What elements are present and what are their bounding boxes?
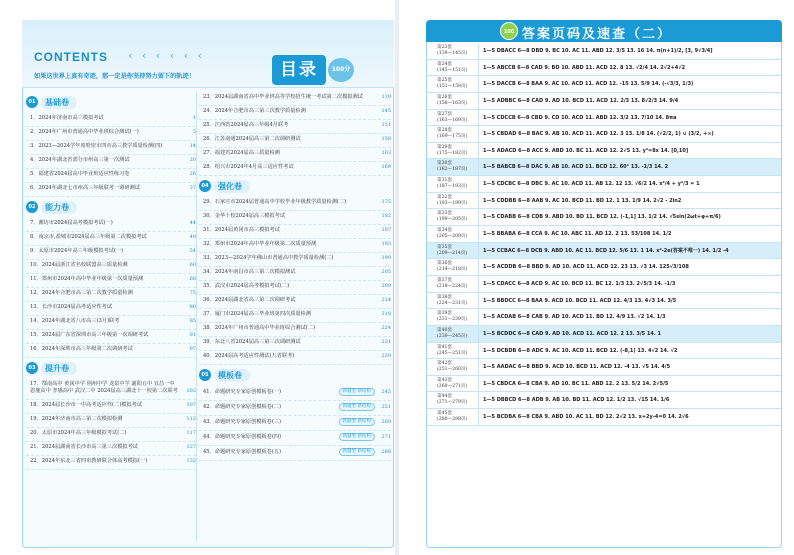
test-page-range: (139—145页)	[437, 51, 468, 56]
toc-entry[interactable]	[199, 239, 391, 253]
toc-entry[interactable]	[26, 218, 196, 232]
test-page-range: (151—158页)	[437, 84, 468, 90]
answer-key: 1—5 CCBAC 6—8 DCB 9. ABD 10. AC 11. BCD 12. 5/6 13. 1 14. x²-2e(答案不唯一) 14. 1/2 -4	[483, 247, 729, 254]
toc-entry-title: 16．2024年深圳市高三年级第二次调研考试	[30, 346, 133, 352]
toc-entry[interactable]	[199, 197, 391, 211]
answer-key: 1—5 CDCCB 6—8 CBD 9. CD 10. ACD 11. ABD 12. 3/2 13. 7/10 14. 8πa	[483, 114, 677, 121]
answer-key: 1—5 DBBCD 6—8 ADB 9. AB 10. BD 11. ACD 12. 1/2 13. √15 14. 1/6	[483, 397, 670, 404]
answer-row-label	[427, 226, 479, 242]
toc-entry[interactable]	[199, 386, 391, 401]
answer-key: 1—5 ABCCB 6—8 CAD 9. BD 10. ABD 11. ACD 12. 8 13. √2/4 14. 2√2+4√2	[483, 64, 686, 71]
toc-entry-title: 35．武汉市2024届高考模拟考试(二)	[203, 283, 290, 289]
toc-entry-page: 5	[192, 129, 196, 135]
contents-slogan: 如果这世界上真有奇迹，那一定是你坚持努力留下的轨迹！	[34, 73, 195, 80]
toc-entry-page: 187	[381, 227, 391, 233]
test-number: 第31套	[437, 178, 453, 184]
test-number: 第40套	[437, 327, 453, 333]
toc-entry-title: 20．太原市2024年高三年级模拟考试(二)	[30, 430, 127, 436]
answer-key: 1—5 CDACC 6—8 ACD 9. AC 10. BCD 11. BC 12. 1/3 13. 2√5/3 14. -1/3	[483, 280, 676, 287]
toc-entry-page: 85	[189, 318, 196, 324]
toc-entry[interactable]	[199, 148, 391, 162]
answer-key: 1—5 CBDAD 6—8 BAC 9. AB 10. ACD 11. ACD 12. 3 13. 1/8 14. (√2/2, 1) ∪ (3/2, +∞)	[483, 131, 714, 138]
toc-entry-page: 37	[189, 185, 196, 191]
toc-entry-page: 107	[186, 402, 196, 408]
toc-entry[interactable]	[26, 260, 196, 274]
test-page-range: (260—271页)	[437, 383, 468, 389]
toc-entry[interactable]	[26, 232, 196, 246]
toc-entry-title: 31．2024届黄冈市高三模拟考试	[203, 227, 280, 233]
toc-entry[interactable]	[26, 442, 196, 456]
toc-entry[interactable]	[199, 337, 391, 351]
answer-row	[427, 126, 781, 143]
toc-entry-title: 33．2023—2024学年佛山市普通高中教学质量检测(二)	[203, 255, 334, 261]
toc-entry[interactable]	[26, 183, 196, 197]
toc-entry[interactable]	[199, 295, 391, 309]
toc-entry-title: 6．2024年湖北七市州高三年级联考一调研测试	[30, 185, 140, 191]
toc-entry[interactable]	[199, 267, 391, 281]
test-number: 第42套	[437, 361, 453, 367]
section-header	[26, 200, 196, 214]
answer-row	[427, 376, 781, 393]
toc-entry-title: 18．2024届长沙市一中高考适应性(二)模拟考试	[30, 402, 143, 408]
toc-entry[interactable]	[26, 330, 196, 344]
section-number-icon: 05	[199, 369, 211, 381]
section-header	[199, 368, 391, 382]
section-header	[26, 95, 196, 109]
toc-entry-page: 112	[186, 416, 196, 422]
answer-row	[427, 60, 781, 77]
toc-entry-title: 21．2024届湖南省长沙市高三第三次模拟考试	[30, 444, 138, 450]
toc-entry-page: 239	[381, 353, 391, 359]
toc-entry-page: 260	[381, 419, 391, 425]
toc-entry-title: 4．2024年湖北省部分市州高三第一次测试	[30, 157, 130, 163]
toc-entry-title: 8．南京市,盐城市2024届高三年级第二次模拟考试	[30, 234, 147, 240]
answer-row-label	[427, 343, 479, 359]
test-number: 第30套	[437, 161, 453, 167]
toc-entry-page: 182	[381, 213, 391, 219]
toc-entry[interactable]	[26, 155, 196, 169]
toc-entry-page: 14	[189, 143, 196, 149]
test-number: 第34套	[437, 228, 453, 234]
toc-entry-page: 231	[381, 339, 391, 345]
answer-key: 1—5 DBACC 6—8 DBD 9. BC 10. AC 11. ABD 12. 3/5 13. 16 14. π(n+1)/2, [3, 9√3/4]	[483, 48, 713, 54]
answer-key: 1—5 CDABB 6—8 CDB 9. ABD 10. BD 11. BCD 12. (-1,1] 13. 1/2 14. √5sin(2ωt+φ+π/6)	[483, 214, 721, 221]
test-page-range: (239—245页)	[437, 333, 468, 339]
test-page-range: (218—224页)	[437, 283, 468, 289]
toc-entry-title: 15．2024届广东省深圳市高三年级第一次调研考试	[30, 332, 149, 338]
test-page-range: (163—169页)	[437, 117, 468, 123]
answer-row-label	[427, 259, 479, 275]
toc-entry[interactable]	[199, 225, 391, 239]
toc-entry-page: 97	[189, 346, 196, 352]
toc-entry-title: 37．厦门市2024届高三毕业班第四次质量检测	[203, 311, 311, 317]
answer-row	[427, 326, 781, 343]
toc-entry[interactable]	[199, 309, 391, 323]
toc-entry-page: 199	[381, 255, 391, 261]
toc-entry-page: 145	[381, 108, 391, 114]
toc-entry-title: 12．2024年合肥市高三第二次教学质量检测	[30, 290, 133, 296]
answer-row-label	[427, 93, 479, 109]
test-page-range: (280—288页)	[437, 417, 468, 423]
toc-entry-title: 13．长沙市2024届高考适应性考试	[30, 304, 113, 310]
toc-entry-title: 34．2024年南昌市高三第二次模拟测试	[203, 269, 296, 275]
toc-entry[interactable]	[199, 323, 391, 337]
toc-entry[interactable]	[199, 120, 391, 134]
test-number: 第32套	[437, 194, 453, 200]
toc-entry-page: 224	[381, 325, 391, 331]
answer-row-label	[427, 376, 479, 392]
answer-row-label	[427, 392, 479, 408]
answer-row	[427, 43, 781, 60]
toc-entry-page: 151	[381, 122, 391, 128]
answer-row-label	[427, 126, 479, 142]
test-page-range: (214—218页)	[437, 267, 468, 273]
section-title: 能力卷	[41, 201, 77, 214]
test-page-range: (205—209页)	[437, 234, 468, 240]
test-number: 第44套	[437, 394, 453, 400]
toc-entry-title: 5．福建省2024届高中毕业班适应性练习卷	[30, 171, 130, 177]
answer-row	[427, 343, 781, 360]
answer-row-label	[427, 409, 479, 425]
toc-entry-page: 214	[381, 297, 391, 303]
toc-entry-page: 102	[186, 388, 196, 394]
answer-row-label	[427, 359, 479, 375]
answer-row-label	[427, 110, 479, 126]
answer-key: 1—5 AADAC 6—8 BBD 9. ACD 10. BCD 11. ACD 12. -4 13. √5 14. 4/5	[483, 364, 671, 371]
section-title: 提升卷	[41, 362, 77, 375]
answer-key: 1—5 BABCB 6—8 DAC 9. AB 10. ACD 11. BCD 12. 60° 13. -1/3 14. 2	[483, 164, 669, 171]
answer-key: 1—5 BBDCC 6—8 BAA 9. ACD 10. BCD 11. ACD 12. 4/3 13. 4√3 14. 3/5	[483, 297, 677, 304]
toc-entry-title: 7．潍坊市2024届高考模拟考试(一)	[30, 220, 113, 226]
test-number: 第25套	[437, 78, 453, 84]
toc-entry-page: 163	[381, 150, 391, 156]
section-number-icon: 03	[26, 362, 38, 374]
toc-column-left	[26, 92, 196, 470]
answer-key: 1—5 BCDDC 6—8 CAD 9. AD 10. ACD 11. ACD 12. 2 13. 3/5 14. 1	[483, 330, 661, 337]
test-page-range: (175—182页)	[437, 150, 468, 156]
answer-key: 1—5 CDCBC 6—8 DBC 9. AC 10. ACD 11. AB 12. 12 13. √6/2 14. x²/4 + y²/3 = 1	[483, 181, 700, 188]
toc-entry-page: 175	[381, 199, 391, 205]
section-number-icon: 02	[26, 201, 38, 213]
test-number: 第23套	[437, 45, 453, 50]
toc-entry-title: 3．2023—2024学年度哈密市四市高三教学质量检测(四)	[30, 143, 163, 149]
toc-entry[interactable]	[26, 414, 196, 428]
test-number: 第41套	[437, 344, 453, 350]
toc-entry[interactable]	[199, 106, 391, 120]
test-page-range: (224—231页)	[437, 300, 468, 306]
toc-entry-title: 2．2024年广州市普通高中毕业班综合测试(一)	[30, 129, 139, 135]
toc-entry[interactable]	[199, 416, 391, 431]
toc-entry[interactable]	[26, 169, 196, 183]
toc-entry-title: 45．命题研究专家原创模板卷(五)	[203, 449, 282, 455]
toc-entry-page: 49	[189, 234, 196, 240]
test-page-range: (182—187页)	[437, 167, 468, 173]
toc-entry[interactable]	[199, 401, 391, 416]
toc-entry-title: 38．2024年广州市普通高中毕业班综合测试(二)	[203, 325, 316, 331]
toc-entry-page: 1	[192, 115, 196, 121]
answer-row	[427, 193, 781, 210]
answer-row-label	[427, 43, 479, 59]
toc-entry-title: 19．2024年济南市高三第二次模拟检测	[30, 416, 123, 422]
toc-entry-title: 41．命题研究专家原创模板卷(一)	[203, 389, 282, 395]
answer-row-label	[427, 309, 479, 325]
toc-entry-page: 60	[189, 262, 196, 268]
test-number: 第24套	[437, 61, 453, 67]
answer-key: 1—5 ACDDB 6—8 BBD 9. AD 10. ACD 11. ACD 12. 23 13. √3 14. 125√3/108	[483, 264, 689, 271]
toc-entry-title: 44．命题研究专家原创模板卷(四)	[203, 434, 282, 440]
toc-entry-title: 14．2024年湖北省八市高三(3月)联考	[30, 318, 120, 324]
answer-key: 1—5 BCDBA 6—8 CBA 9. ABD 10. AC 11. BD 12. 2√2 13. x+2y-4=0 14. 2√6	[483, 414, 689, 421]
toc-entry[interactable]	[26, 316, 196, 330]
toc-entry-page: 209	[381, 283, 391, 289]
toc-entry[interactable]	[199, 281, 391, 295]
toc-entry[interactable]	[26, 456, 196, 470]
toc-entry-title: 10．2024届浙江省名校联盟高三质量检测	[30, 262, 128, 268]
toc-entry[interactable]	[199, 134, 391, 148]
toc-entry[interactable]	[199, 446, 391, 461]
test-page-range: (145—151页)	[437, 67, 468, 73]
answer-row-label	[427, 326, 479, 342]
toc-entry-title: 26．江苏南通2024届高三第二次调研测试	[203, 136, 301, 142]
answer-key: 1—5 ADACD 6—8 ACC 9. ABD 10. BC 11. ACD 12. 2√5 13. y²=8x 14. [0,10]	[483, 147, 689, 154]
section-title: 基础卷	[41, 96, 77, 109]
toc-entry-page: 280	[381, 449, 391, 455]
toc-entry-title: 42．命题研究专家原创模板卷(二)	[203, 404, 282, 410]
answer-row-label	[427, 209, 479, 225]
toc-entry-page: 158	[381, 136, 391, 142]
toc-entry-title: 29．石家庄市2024届普通高中学校毕业年级教学质量检测(二)	[203, 199, 347, 205]
toc-entry-page: 68	[189, 276, 196, 282]
toc-entry[interactable]	[199, 211, 391, 225]
toc-entry[interactable]	[26, 344, 196, 358]
toc-entry-title: 11．郑州市2024年高中毕业年级第一次质量预测	[30, 276, 144, 282]
toc-entry[interactable]	[26, 302, 196, 316]
toc-entry-page: 205	[381, 269, 391, 275]
test-number: 第35套	[437, 244, 453, 250]
new-format-badge: 新题型 新结构	[339, 448, 375, 456]
answer-row-label	[427, 176, 479, 192]
answer-table	[427, 43, 781, 426]
toc-entry[interactable]	[199, 431, 391, 446]
toc-entry[interactable]	[26, 288, 196, 302]
answer-row	[427, 409, 781, 426]
test-number: 第38套	[437, 294, 453, 300]
toc-entry[interactable]	[26, 428, 196, 442]
new-format-badge: 新题型 新结构	[339, 433, 375, 441]
test-number: 第29套	[437, 144, 453, 150]
chevrons-decoration: ‹ ‹ ‹ ‹ ‹ ‹	[128, 49, 205, 62]
toc-entry-page: 127	[186, 444, 196, 450]
answer-row	[427, 176, 781, 193]
toc-entry-page: 193	[381, 241, 391, 247]
answer-row-label	[427, 276, 479, 292]
toc-entry-page: 44	[189, 220, 196, 226]
answer-page-title: 答案页码及速查（二）	[522, 27, 673, 42]
answer-row-label	[427, 293, 479, 309]
toc-entry-title: 24．2024年合肥市高三第三次教学质量检测	[203, 108, 306, 114]
toc-entry[interactable]	[26, 379, 196, 400]
answer-row	[427, 143, 781, 160]
toc-entry[interactable]	[199, 92, 391, 106]
toc-entry-page: 26	[189, 171, 196, 177]
section-header	[199, 179, 391, 193]
toc-entry-page: 251	[381, 404, 391, 410]
answer-row-label	[427, 159, 479, 175]
toc-entry[interactable]	[26, 113, 196, 127]
toc-entry-page: 54	[189, 248, 196, 254]
test-page-range: (193—199页)	[437, 200, 468, 206]
toc-entry[interactable]	[26, 127, 196, 141]
test-page-range: (199—205页)	[437, 217, 468, 223]
toc-entry[interactable]	[26, 246, 196, 260]
answer-row	[427, 359, 781, 376]
section-number-icon: 01	[26, 96, 38, 108]
toc-entry-page: 218	[381, 311, 391, 317]
toc-entry-title: 27．福建省2024届高三质量检测	[203, 150, 280, 156]
toc-entry-title: 1．2024年济南市高三模拟考试	[30, 115, 104, 121]
test-page-range: (209—214页)	[437, 250, 468, 256]
toc-entry-page: 91	[189, 332, 196, 338]
answer-key: 1—5 ADBBC 6—8 CAD 9. AD 10. BCD 11. ACD 12. 2/3 13. 8√2/3 14. 9/4	[483, 97, 679, 104]
answer-key: 1—5 ACDAB 6—8 CAB 9. AD 10. ACD 11. BD 12. 4/9 13. √2 14. 1/3	[483, 314, 666, 321]
toc-entry-page: 117	[186, 430, 196, 436]
toc-entry[interactable]	[199, 351, 391, 365]
toc-entry-page: 132	[186, 458, 196, 464]
answer-key: 1—5 DACCB 6—8 BAA 9. AC 10. ACD 11. ACD 12. -15 13. 5/9 14. (-√3/3, 1/3)	[483, 81, 694, 88]
toc-entry-title: 22．2024年东北三省四市教研联合体高考模拟(一)	[30, 458, 148, 464]
answer-row-label	[427, 143, 479, 159]
toc-entry[interactable]	[26, 141, 196, 155]
contents-heading-en: CONTENTS	[34, 50, 108, 64]
new-format-badge: 新题型 新结构	[339, 388, 375, 396]
answer-row-label	[427, 60, 479, 76]
toc-entry-title: 36．2024届湖北省高三第二次调研考试	[203, 297, 296, 303]
column-divider	[196, 92, 197, 542]
answer-title-icon: 100	[500, 22, 518, 40]
toc-entry-title: 28．绍兴市2024年4月高三适应性考试	[203, 164, 294, 170]
section-title: 模板卷	[214, 369, 250, 382]
answer-row-label	[427, 76, 479, 92]
toc-entry-page: 80	[189, 304, 196, 310]
test-number: 第43套	[437, 377, 453, 383]
toc-entry-title: 30．金华十校2024届高三模拟考试	[203, 213, 286, 219]
section-number-icon: 04	[199, 180, 211, 192]
new-format-badge: 新题型 新结构	[339, 418, 375, 426]
test-page-range: (231—239页)	[437, 317, 468, 323]
toc-entry[interactable]	[26, 400, 196, 414]
answer-row	[427, 76, 781, 93]
toc-entry-page: 139	[381, 94, 391, 100]
answer-row	[427, 209, 781, 226]
answer-row	[427, 159, 781, 176]
answer-row-label	[427, 193, 479, 209]
answer-row-label	[427, 243, 479, 259]
toc-entry[interactable]	[199, 162, 391, 176]
test-number: 第27套	[437, 111, 453, 117]
test-number: 第45套	[437, 411, 453, 417]
test-page-range: (245—251页)	[437, 350, 468, 356]
test-number: 第28套	[437, 128, 453, 134]
toc-entry-page: 169	[381, 164, 391, 170]
toc-entry[interactable]	[26, 274, 196, 288]
test-page-range: (158—163页)	[437, 100, 468, 106]
toc-entry[interactable]	[199, 253, 391, 267]
answer-row	[427, 276, 781, 293]
answer-row	[427, 293, 781, 310]
toc-entry-page: 245	[381, 389, 391, 395]
test-number: 第39套	[437, 311, 453, 317]
answer-row	[427, 110, 781, 127]
answer-key: 1—5 CBDCA 6—8 CBA 9. AD 10. BC 11. ABD 12. 2 13. 5/2 14. 2√5/5	[483, 380, 669, 387]
toc-column-right	[199, 92, 391, 461]
contents-heading-cn: 目录	[272, 55, 326, 85]
toc-entry-title: 23．2024届湖南省高中毕业班高等学校招生统一考试第二次模拟测试	[203, 94, 363, 100]
mascot-badge: 100分	[328, 58, 354, 82]
answer-key: 1—5 BBABA 6—8 CCA 9. AC 10. ABC 11. AD 12. 2 13. 53/108 14. 1/2	[483, 231, 672, 238]
toc-entry-title: 25．江西省2024届高三年级4月联考	[203, 122, 289, 128]
test-number: 第37套	[437, 277, 453, 283]
toc-entry-title: 9．太原市2024年高三年级模拟考试(一)	[30, 248, 124, 254]
answer-key: 1—5 DCBDB 6—8 ADC 9. AC 10. ACD 11. BCD 12. (-8,1) 13. 4√2 14. √2	[483, 347, 678, 354]
section-header	[26, 361, 196, 375]
new-format-badge: 新题型 新结构	[339, 403, 375, 411]
test-page-range: (271—279页)	[437, 400, 468, 406]
toc-entry-page: 271	[381, 434, 391, 440]
section-title: 强化卷	[214, 180, 250, 193]
answer-row	[427, 243, 781, 260]
test-page-range: (251—260页)	[437, 367, 468, 373]
answer-row	[427, 259, 781, 276]
test-page-range: (169—175页)	[437, 134, 468, 140]
answer-row	[427, 226, 781, 243]
toc-entry-page: 75	[189, 290, 196, 296]
toc-entry-title: 39．东北八省2024届高三第三次调研测试	[203, 339, 301, 345]
answer-key: 1—5 CDDBB 6—8 AAB 9. AC 10. BCD 11. BD 12. 1 13. 1/9 14. 2√2 - 2ln2	[483, 197, 682, 204]
test-number: 第33套	[437, 211, 453, 217]
toc-entry-title: 17．鄂南高中 黄冈中学 荆州中学 龙泉中学 襄阳五中 宜昌一中 恩施高中 孝感高中 武汉二中 2024届高三湖北十一校第二次联考	[30, 381, 178, 394]
toc-entry-title: 40．2024届高考适应性测试(九省联考)	[203, 353, 295, 359]
test-number: 第26套	[437, 94, 453, 100]
toc-entry-title: 43．命题研究专家原创模板卷(三)	[203, 419, 282, 425]
test-number: 第36套	[437, 261, 453, 267]
test-page-range: (187—193页)	[437, 184, 468, 190]
answer-row	[427, 392, 781, 409]
toc-entry-page: 20	[189, 157, 196, 163]
toc-entry-title: 32．郑州市2024年高中毕业年级第二次质量预测	[203, 241, 317, 247]
answer-row	[427, 93, 781, 110]
answer-row	[427, 309, 781, 326]
